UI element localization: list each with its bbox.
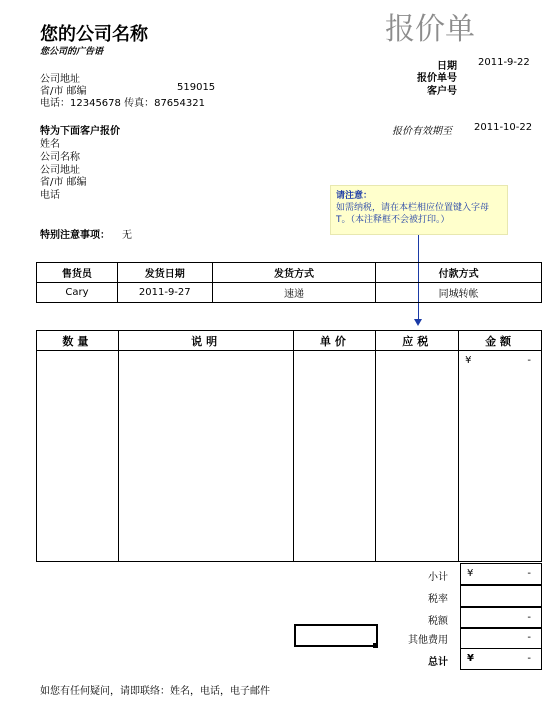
comment-title: 请注意：	[336, 191, 373, 201]
total-label: 总计	[428, 657, 448, 668]
date-label: 日期	[437, 61, 457, 72]
payment-method-cell[interactable]: 同城转帐	[376, 283, 542, 303]
special-notes-value: 无	[122, 230, 132, 241]
valid-until-value: 2011-10-22	[474, 122, 533, 133]
ship-date-cell[interactable]: 2011-9-27	[117, 283, 212, 303]
subtotal-label: 小计	[428, 572, 448, 583]
quote-number-label: 报价单号	[417, 73, 457, 84]
comment-arrow-head-icon	[414, 319, 422, 326]
items-table	[36, 330, 542, 562]
other-fees-label: 其他费用	[408, 635, 448, 646]
selected-cell[interactable]	[294, 624, 378, 647]
tax-label: 税额	[428, 616, 448, 627]
amount-currency: ¥	[465, 355, 472, 366]
amount-cell[interactable]	[459, 351, 542, 562]
ship-method-header: 发货方式	[212, 263, 376, 283]
payment-method-header: 付款方式	[376, 263, 542, 283]
customer-company: 公司名称	[40, 152, 80, 163]
subtotal-currency: ¥	[467, 568, 474, 579]
date-value: 2011-9-22	[478, 57, 530, 68]
taxable-cell[interactable]	[376, 351, 459, 562]
document-title: 报价单	[385, 12, 475, 47]
total-dash: -	[527, 653, 531, 664]
ship-date-header: 发货日期	[117, 263, 212, 283]
amount-header: 金额	[459, 331, 542, 351]
comment-text: 如需纳税，请在本栏相应位置键入字母 T。（本注释框不会被打印。）	[336, 203, 490, 225]
company-address: 公司地址	[40, 74, 80, 85]
company-slogan: 您公司的广告语	[40, 47, 104, 57]
subtotal-box[interactable]	[460, 563, 542, 585]
description-cell[interactable]	[118, 351, 294, 562]
company-name: 您的公司名称	[40, 24, 148, 45]
quantity-cell[interactable]	[37, 351, 119, 562]
salesperson-header: 售货员	[37, 263, 118, 283]
comment-note	[330, 185, 508, 235]
taxable-header: 应税	[376, 331, 459, 351]
tax-rate-box[interactable]	[460, 585, 542, 607]
total-box[interactable]	[460, 648, 542, 670]
fill-handle[interactable]	[373, 643, 378, 648]
company-phone-fax: 电话：12345678 传真：87654321	[40, 98, 205, 109]
unit-price-cell[interactable]	[294, 351, 376, 562]
special-notes-label: 特别注意事项：	[40, 230, 110, 241]
salesperson-cell[interactable]: Cary	[37, 283, 118, 303]
amount-dash: -	[527, 355, 531, 366]
tax-rate-label: 税率	[428, 594, 448, 605]
customer-city-zip: 省/市 邮编	[40, 177, 87, 188]
customer-name: 姓名	[40, 139, 60, 150]
ship-method-cell[interactable]: 速递	[212, 283, 376, 303]
other-fees-dash: -	[527, 632, 531, 643]
customer-phone: 电话	[40, 190, 60, 201]
other-fees-box[interactable]	[460, 627, 542, 649]
shipping-table	[36, 262, 542, 303]
subtotal-dash: -	[527, 568, 531, 579]
tax-box[interactable]	[460, 607, 542, 629]
customer-address: 公司地址	[40, 165, 80, 176]
total-currency: ¥	[467, 653, 474, 664]
description-header: 说明	[118, 331, 294, 351]
company-city-zip: 省/市 邮编	[40, 86, 87, 97]
customer-id-label: 客户号	[427, 86, 457, 97]
company-zip: 519015	[177, 82, 216, 93]
quantity-header: 数量	[37, 331, 119, 351]
valid-until-label: 报价有效期至	[392, 126, 452, 137]
unit-price-header: 单价	[294, 331, 376, 351]
footer-contact: 如您有任何疑问，请即联络：姓名，电话，电子邮件	[40, 686, 270, 697]
tax-dash: -	[527, 612, 531, 623]
customer-heading: 特为下面客户报价	[40, 126, 120, 137]
